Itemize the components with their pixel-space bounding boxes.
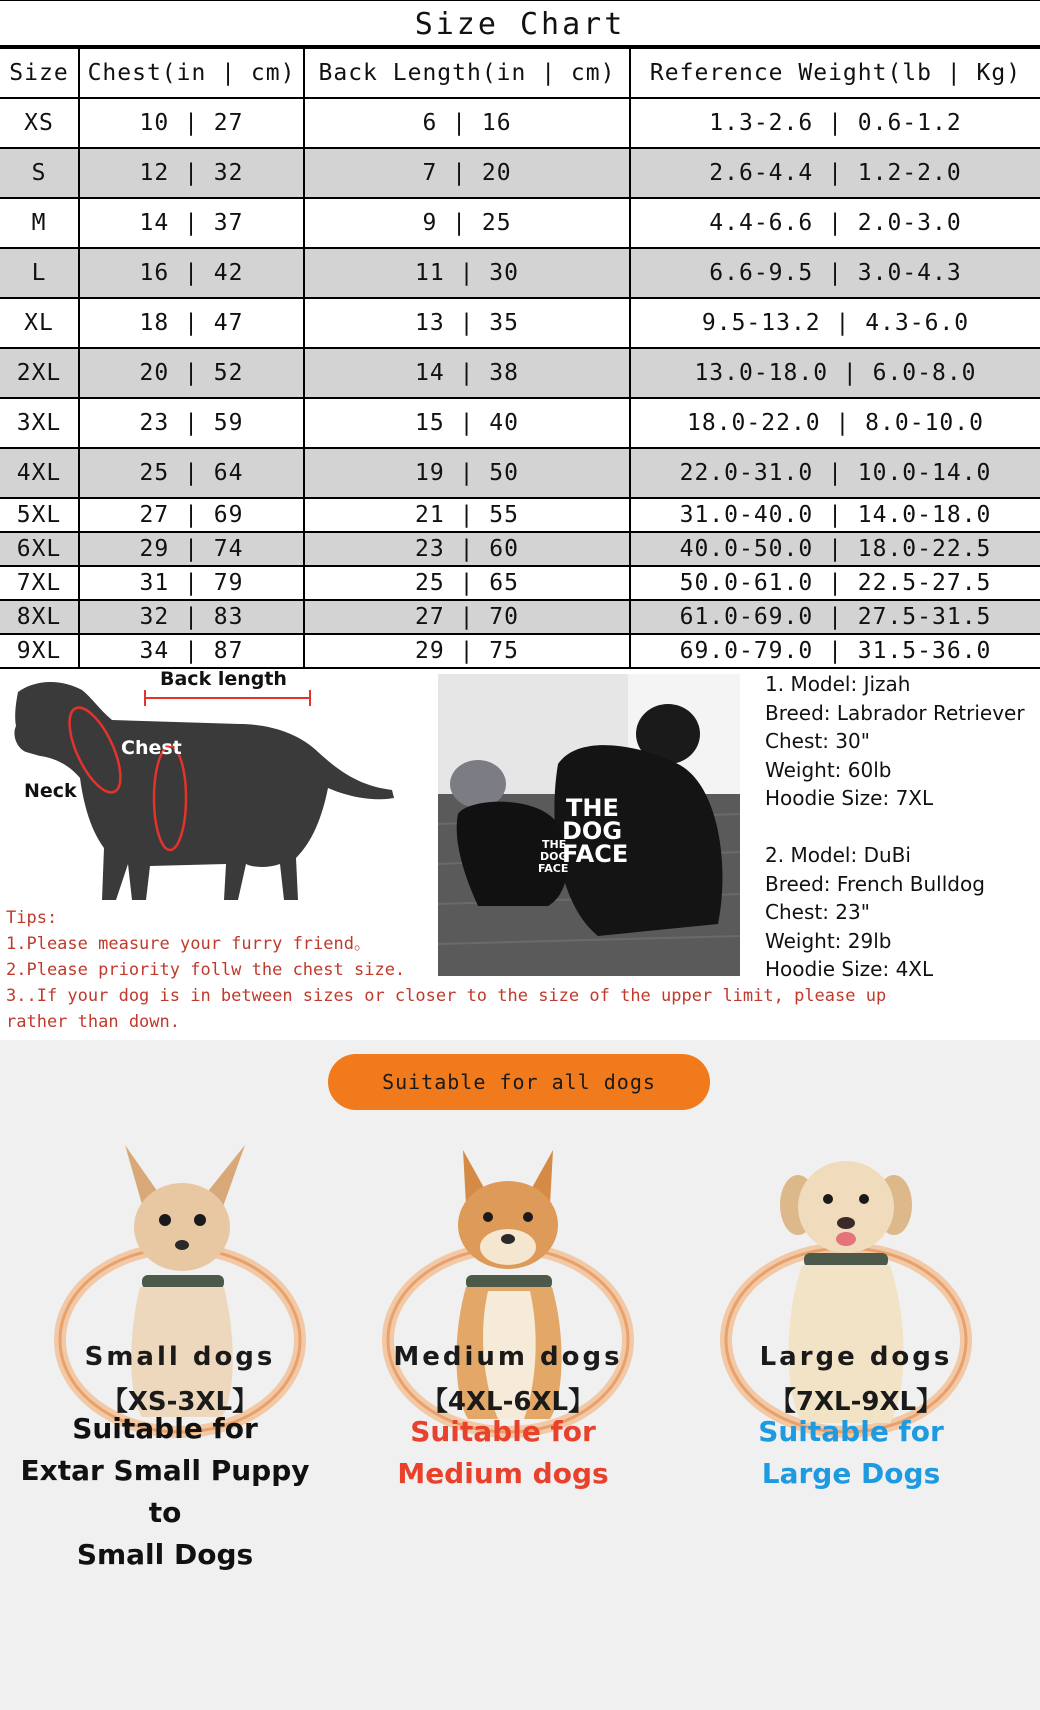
small-dogs-range: 【XS-3XL】: [101, 1387, 259, 1417]
model-line: 2. Model: DuBi: [765, 842, 911, 867]
table-row: [0, 248, 1040, 298]
cell-size: 7XL: [0, 566, 79, 600]
tips-title: Tips:: [6, 908, 58, 928]
measurement-diagram: [0, 668, 420, 908]
suit-line: Medium dogs: [397, 1457, 609, 1490]
cell-size: XS: [0, 98, 79, 148]
cell-size: M: [0, 198, 79, 248]
cell-size: XL: [0, 298, 79, 348]
cell-chest: 27 | 69: [79, 498, 304, 532]
cell-back-length: 14 | 38: [304, 348, 630, 398]
hoodie-text-small-2: DOG: [540, 850, 568, 863]
table-row: [0, 298, 1040, 348]
suit-line: Extar Small Puppy: [20, 1454, 310, 1487]
cell-weight: 61.0-69.0 | 27.5-31.5: [630, 600, 1040, 634]
tip-line: 2.Please priority follw the chest size.: [6, 960, 406, 980]
tip-line: 3..If your dog is in between sizes or closer to the size of the upper limit, please up: [6, 986, 887, 1006]
cell-back-length: 19 | 50: [304, 448, 630, 498]
suit-line: Suitable for: [72, 1412, 258, 1445]
table-row: [0, 98, 1040, 148]
model-line: 1. Model: Jizah: [765, 672, 911, 696]
table-row: [0, 148, 1040, 198]
spacer: [765, 813, 1040, 841]
cell-chest: 14 | 37: [79, 198, 304, 248]
tips: [6, 905, 1036, 1035]
small-dogs-title: Small dogs: [84, 1342, 276, 1372]
cell-back-length: 15 | 40: [304, 398, 630, 448]
back-length-label: Back length: [160, 668, 287, 690]
header-size: Size: [0, 48, 79, 98]
cell-chest: 25 | 64: [79, 448, 304, 498]
cell-size: 6XL: [0, 532, 79, 566]
cell-weight: 1.3-2.6 | 0.6-1.2: [630, 98, 1040, 148]
table-row: [0, 398, 1040, 448]
cell-back-length: 25 | 65: [304, 566, 630, 600]
cell-back-length: 23 | 60: [304, 532, 630, 566]
tip-line: 1.Please measure your furry friend。: [6, 934, 371, 954]
cell-size: 8XL: [0, 600, 79, 634]
table-row: [0, 532, 1040, 566]
suit-line: Large Dogs: [761, 1457, 941, 1490]
cell-size: 5XL: [0, 498, 79, 532]
small-dogs-suitable: [0, 1408, 330, 1576]
cell-back-length: 13 | 35: [304, 298, 630, 348]
cell-size: 4XL: [0, 448, 79, 498]
cell-weight: 50.0-61.0 | 22.5-27.5: [630, 566, 1040, 600]
cell-weight: 22.0-31.0 | 10.0-14.0: [630, 448, 1040, 498]
cell-size: 2XL: [0, 348, 79, 398]
cell-weight: 18.0-22.0 | 8.0-10.0: [630, 398, 1040, 448]
table-row: [0, 566, 1040, 600]
model-line: Chest: 23": [765, 900, 870, 925]
hoodie-text-large-3: FACE: [562, 840, 629, 868]
neck-label: Neck: [24, 780, 77, 802]
hoodie-text-small-3: FACE: [538, 862, 569, 875]
cell-back-length: 29 | 75: [304, 634, 630, 668]
cell-back-length: 6 | 16: [304, 98, 630, 148]
chart-title: Size Chart: [0, 0, 1040, 47]
table-header-row: [0, 48, 1040, 98]
cell-chest: 16 | 42: [79, 248, 304, 298]
cell-chest: 12 | 32: [79, 148, 304, 198]
table-row: [0, 634, 1040, 668]
cell-chest: 34 | 87: [79, 634, 304, 668]
model-line: Breed: Labrador Retriever: [765, 700, 1025, 725]
model-line: Hoodie Size: 4XL: [765, 957, 934, 982]
cell-size: S: [0, 148, 79, 198]
cell-weight: 40.0-50.0 | 18.0-22.5: [630, 532, 1040, 566]
medium-dogs-title: Medium dogs: [393, 1342, 623, 1372]
header-reference-weight: Reference Weight(lb | Kg): [630, 48, 1040, 98]
hoodie-text-large-2: DOG: [562, 817, 623, 845]
cell-back-length: 21 | 55: [304, 498, 630, 532]
chest-label: Chest: [121, 737, 182, 759]
suit-line: Small Dogs: [76, 1538, 254, 1571]
cell-chest: 31 | 79: [79, 566, 304, 600]
size-chart: [0, 0, 1040, 669]
size-table: [0, 47, 1040, 669]
cell-weight: 69.0-79.0 | 31.5-36.0: [630, 634, 1040, 668]
model-line: Chest: 30": [765, 729, 870, 754]
cell-chest: 23 | 59: [79, 398, 304, 448]
model-line: Weight: 60lb: [765, 757, 892, 782]
tip-line: rather than down.: [6, 1012, 180, 1032]
cell-size: 3XL: [0, 398, 79, 448]
table-row: [0, 198, 1040, 248]
cell-chest: 10 | 27: [79, 98, 304, 148]
suitable-pill: Suitable for all dogs: [328, 1054, 710, 1110]
large-dogs-title: Large dogs: [759, 1342, 953, 1372]
cell-weight: 31.0-40.0 | 14.0-18.0: [630, 498, 1040, 532]
cell-weight: 9.5-13.2 | 4.3-6.0: [630, 298, 1040, 348]
header-chest: Chest(in | cm): [79, 48, 304, 98]
suit-line: Suitable for: [758, 1415, 944, 1448]
model-line: Weight: 29lb: [765, 928, 892, 953]
table-row: [0, 448, 1040, 498]
header-back-length: Back Length(in | cm): [304, 48, 630, 98]
table-row: [0, 600, 1040, 634]
cell-size: L: [0, 248, 79, 298]
cell-weight: 4.4-6.6 | 2.0-3.0: [630, 198, 1040, 248]
cell-back-length: 11 | 30: [304, 248, 630, 298]
cell-chest: 29 | 74: [79, 532, 304, 566]
hoodie-text-large-1: THE: [566, 794, 619, 822]
cell-chest: 32 | 83: [79, 600, 304, 634]
cell-size: 9XL: [0, 634, 79, 668]
cell-back-length: 27 | 70: [304, 600, 630, 634]
suit-line: Suitable for: [410, 1415, 596, 1448]
cell-chest: 20 | 52: [79, 348, 304, 398]
large-dogs-suitable: [686, 1411, 1016, 1495]
medium-dogs-suitable: [338, 1411, 668, 1495]
medium-dogs-range: 【4XL-6XL】: [421, 1387, 595, 1417]
large-dogs-range: 【7XL-9XL】: [769, 1387, 943, 1417]
model-line: Hoodie Size: 7XL: [765, 786, 934, 811]
cell-back-length: 9 | 25: [304, 198, 630, 248]
cell-weight: 6.6-9.5 | 3.0-4.3: [630, 248, 1040, 298]
hoodie-text-small-1: THE: [542, 838, 567, 851]
suitable-section: [0, 1040, 1040, 1710]
cell-back-length: 7 | 20: [304, 148, 630, 198]
table-row: [0, 498, 1040, 532]
cell-weight: 13.0-18.0 | 6.0-8.0: [630, 348, 1040, 398]
suit-line: to: [148, 1496, 182, 1529]
model-line: Breed: French Bulldog: [765, 871, 985, 896]
table-row: [0, 348, 1040, 398]
cell-weight: 2.6-4.4 | 1.2-2.0: [630, 148, 1040, 198]
cell-chest: 18 | 47: [79, 298, 304, 348]
